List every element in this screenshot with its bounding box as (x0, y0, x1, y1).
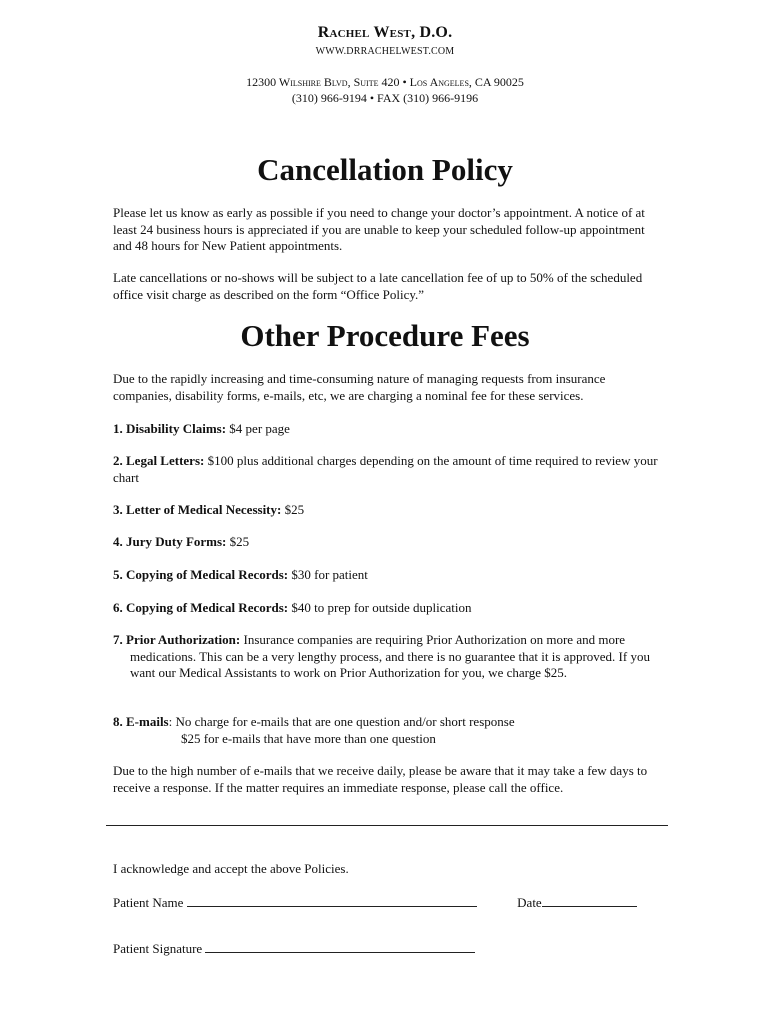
signature-label: Patient Signature (113, 941, 203, 956)
signature-row (113, 940, 658, 958)
fee-item-emails (113, 714, 658, 747)
signature-field[interactable] (205, 940, 475, 953)
acknowledge-statement: I acknowledge and accept the above Policies. (113, 861, 349, 876)
fee-item-disability (113, 421, 658, 438)
patient-name-row (113, 894, 673, 912)
fees-intro: Due to the rapidly increasing and time-consuming nature of managing requests from insurance companies, disability forms, e-mails, etc, we are charging a nominal fee for these services. (113, 371, 606, 403)
cancellation-policy-title: Cancellation Policy (257, 152, 513, 187)
fee-item-records-patient (113, 567, 658, 584)
fee-item-label: 3. Letter of Medical Necessity: (113, 502, 282, 517)
date-label: Date (517, 895, 542, 910)
cancellation-paragraph-1: Please let us know as early as possible if you need to change your doctor’s appointment. A notice of at least 24 business hours is appreciated if you are unable to keep your scheduled follow-up appointment and 48 hours for New Patient appointments. (113, 205, 645, 253)
procedure-fees-title: Other Procedure Fees (240, 318, 530, 353)
fee-item-text: $4 per page (226, 421, 290, 436)
fee-item-text: $25 (226, 534, 250, 549)
phone-fax: (310) 966-9194 • FAX (310) 966-9196 (291, 91, 479, 105)
doctor-name: Rachel West, D.O. (317, 24, 453, 41)
fee-item-text: $30 for patient (288, 567, 368, 582)
fee-item-text: $25 (281, 502, 305, 517)
fee-item-jury-duty (113, 534, 658, 551)
fee-item-label: 7. Prior Authorization: (113, 632, 241, 647)
fee-item-text-2: $25 for e-mails that have more than one question (181, 730, 436, 746)
fee-item-label: 8. E-mails (113, 714, 169, 729)
fee-item-records-outside (113, 600, 658, 617)
patient-name-label: Patient Name (113, 895, 184, 910)
fee-item-text: : No charge for e-mails that are one question and/or short response (168, 714, 515, 729)
fee-item-medical-necessity (113, 502, 658, 519)
patient-name-field[interactable] (187, 894, 477, 907)
fee-item-prior-authorization (113, 632, 675, 682)
fee-item-text: $100 plus additional charges depending on the amount of time required to review your chart (113, 453, 658, 485)
divider-line (106, 825, 668, 826)
website: WWW.DRRACHELWEST.COM (315, 46, 455, 57)
cancellation-paragraph-2: Late cancellations or no-shows will be subject to a late cancellation fee of up to 50% of the scheduled office visit charge as described on the form “Office Policy.” (113, 270, 643, 302)
fee-item-label: 4. Jury Duty Forms: (113, 534, 227, 549)
fee-item-label: 6. Copying of Medical Records: (113, 600, 289, 615)
fee-item-label: 2. Legal Letters: (113, 453, 205, 468)
fees-closing: Due to the high number of e-mails that we receive daily, please be aware that it may take a few days to receive a response. If the matter requires an immediate response, please call the office. (113, 763, 648, 795)
date-field[interactable] (542, 894, 637, 907)
fee-item-text: $40 to prep for outside duplication (288, 600, 472, 615)
fee-item-text: Insurance companies are requiring Prior Authorization on more and more medications. This can be a very lengthy process, and there is no guarantee that it is approved. If you want our Medical Assistants to work on Prior Authorization for you, we charge $25. (130, 632, 650, 680)
fee-item-label: 5. Copying of Medical Records: (113, 567, 289, 582)
address: 12300 Wilshire Blvd, Suite 420 • Los Angeles, CA 90025 (246, 75, 524, 89)
fee-item-label: 1. Disability Claims: (113, 421, 227, 436)
fee-item-legal-letters (113, 453, 658, 486)
